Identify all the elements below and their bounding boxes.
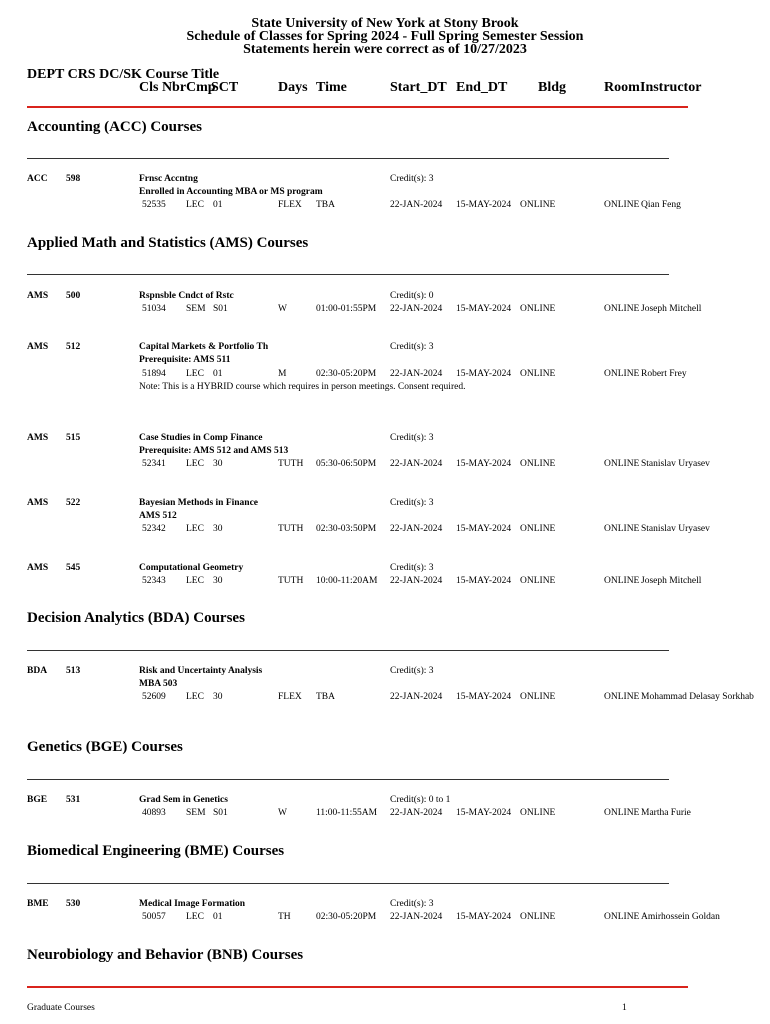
report-title-statement-date: Statements herein were correct as of 10/27/2023 bbox=[243, 42, 527, 57]
class-end-date: 15-MAY-2024 bbox=[456, 459, 512, 469]
class-room: ONLINE bbox=[604, 576, 640, 586]
class-end-date: 15-MAY-2024 bbox=[456, 369, 512, 379]
course-title: Rspnsble Cndct of Rstc bbox=[139, 291, 234, 301]
class-building: ONLINE bbox=[520, 369, 556, 379]
course-title: Case Studies in Comp Finance bbox=[139, 433, 263, 443]
class-days: TUTH bbox=[278, 576, 304, 586]
class-building: ONLINE bbox=[520, 459, 556, 469]
course-prerequisite: Enrolled in Accounting MBA or MS program bbox=[139, 187, 323, 197]
class-days: FLEX bbox=[278, 200, 302, 210]
class-end-date: 15-MAY-2024 bbox=[456, 524, 512, 534]
column-header-dept-crs-title: DEPT CRS DC/SK Course Title bbox=[27, 67, 220, 82]
course-number: 530 bbox=[66, 899, 81, 909]
course-number: 598 bbox=[66, 174, 81, 184]
class-start-date: 22-JAN-2024 bbox=[390, 304, 443, 314]
course-dept: AMS bbox=[27, 563, 49, 573]
class-end-date: 15-MAY-2024 bbox=[456, 808, 512, 818]
class-component: LEC bbox=[186, 912, 204, 922]
column-header-cls-nbr: Cls Nbr bbox=[139, 80, 187, 95]
report-title-university: State University of New York at Stony Brook bbox=[251, 16, 519, 31]
course-number: 512 bbox=[66, 342, 81, 352]
class-room: ONLINE bbox=[604, 524, 640, 534]
class-instructor: Robert Frey bbox=[641, 369, 687, 379]
class-time: 11:00-11:55AM bbox=[316, 808, 378, 818]
course-prerequisite: Prerequisite: AMS 511 bbox=[139, 355, 231, 365]
class-days: FLEX bbox=[278, 692, 302, 702]
class-building: ONLINE bbox=[520, 912, 556, 922]
class-instructor: Mohammad Delasay Sorkhab bbox=[641, 692, 754, 702]
section-divider-acc bbox=[27, 158, 669, 159]
class-component: LEC bbox=[186, 369, 204, 379]
class-section: 30 bbox=[213, 692, 223, 702]
column-header-cmp: Cmp bbox=[186, 80, 216, 95]
class-days: TUTH bbox=[278, 524, 304, 534]
class-section: 01 bbox=[213, 200, 223, 210]
course-dept: BGE bbox=[27, 795, 48, 805]
section-divider-bda bbox=[27, 650, 669, 651]
course-row-acc-598 bbox=[0, 174, 770, 210]
class-building: ONLINE bbox=[520, 200, 556, 210]
course-row-bda-513 bbox=[0, 666, 770, 702]
column-header-sct: SCT bbox=[211, 80, 239, 95]
class-start-date: 22-JAN-2024 bbox=[390, 808, 443, 818]
course-dept: BDA bbox=[27, 666, 48, 676]
course-number: 515 bbox=[66, 433, 81, 443]
course-title: Risk and Uncertainty Analysis bbox=[139, 666, 263, 676]
class-time: 01:00-01:55PM bbox=[316, 304, 377, 314]
column-header-time: Time bbox=[316, 80, 347, 95]
class-section: 30 bbox=[213, 459, 223, 469]
class-days: W bbox=[278, 808, 287, 818]
column-header-instructor: Instructor bbox=[640, 80, 702, 95]
course-number: 500 bbox=[66, 291, 81, 301]
section-title-bnb: Neurobiology and Behavior (BNB) Courses bbox=[27, 947, 304, 963]
course-credits: Credit(s): 3 bbox=[390, 174, 434, 184]
course-title: Frnsc Accntng bbox=[139, 174, 198, 184]
class-end-date: 15-MAY-2024 bbox=[456, 200, 512, 210]
section-title-bme: Biomedical Engineering (BME) Courses bbox=[27, 843, 285, 859]
class-number: 40893 bbox=[142, 808, 166, 818]
class-room: ONLINE bbox=[604, 459, 640, 469]
course-title: Bayesian Methods in Finance bbox=[139, 498, 259, 508]
course-row-ams-522 bbox=[0, 498, 770, 534]
class-section: 30 bbox=[213, 524, 223, 534]
course-dept: AMS bbox=[27, 342, 49, 352]
class-instructor: Joseph Mitchell bbox=[641, 304, 702, 314]
course-title: Medical Image Formation bbox=[139, 899, 246, 909]
course-row-bme-530 bbox=[0, 899, 770, 922]
class-start-date: 22-JAN-2024 bbox=[390, 912, 443, 922]
section-divider-bge bbox=[27, 779, 669, 780]
class-section: S01 bbox=[213, 304, 228, 314]
course-credits: Credit(s): 3 bbox=[390, 899, 434, 909]
course-prerequisite: AMS 512 bbox=[139, 511, 177, 521]
class-instructor: Amirhossein Goldan bbox=[641, 912, 720, 922]
class-component: LEC bbox=[186, 524, 204, 534]
section-divider-ams bbox=[27, 274, 669, 275]
course-row-ams-500 bbox=[0, 291, 770, 314]
course-number: 545 bbox=[66, 563, 81, 573]
class-days: M bbox=[278, 369, 287, 379]
course-title: Grad Sem in Genetics bbox=[139, 795, 228, 805]
class-days: TUTH bbox=[278, 459, 304, 469]
class-room: ONLINE bbox=[604, 912, 640, 922]
class-time: TBA bbox=[316, 692, 335, 702]
course-row-bge-531 bbox=[0, 795, 770, 818]
class-section: 01 bbox=[213, 912, 223, 922]
course-dept: AMS bbox=[27, 291, 49, 301]
class-days: TH bbox=[278, 912, 291, 922]
class-instructor: Qian Feng bbox=[641, 200, 681, 210]
page-number: 1 bbox=[622, 1003, 627, 1013]
course-row-ams-512 bbox=[0, 342, 770, 392]
class-number: 52535 bbox=[142, 200, 166, 210]
column-header-bldg: Bldg bbox=[538, 80, 567, 95]
class-component: SEM bbox=[186, 808, 206, 818]
class-start-date: 22-JAN-2024 bbox=[390, 369, 443, 379]
class-section: S01 bbox=[213, 808, 228, 818]
course-prerequisite: Prerequisite: AMS 512 and AMS 513 bbox=[139, 446, 289, 456]
course-credits: Credit(s): 3 bbox=[390, 563, 434, 573]
class-number: 52342 bbox=[142, 524, 166, 534]
course-credits: Credit(s): 0 bbox=[390, 291, 434, 301]
footer-divider-red bbox=[27, 986, 688, 988]
class-building: ONLINE bbox=[520, 524, 556, 534]
course-dept: ACC bbox=[27, 174, 48, 184]
class-section: 01 bbox=[213, 369, 223, 379]
report-title-schedule: Schedule of Classes for Spring 2024 - Full Spring Semester Session bbox=[186, 29, 584, 44]
course-row-ams-515 bbox=[0, 433, 770, 469]
class-number: 51034 bbox=[142, 304, 166, 314]
column-header-days: Days bbox=[278, 80, 308, 95]
class-number: 52341 bbox=[142, 459, 166, 469]
course-number: 522 bbox=[66, 498, 81, 508]
class-section: 30 bbox=[213, 576, 223, 586]
class-number: 51894 bbox=[142, 369, 166, 379]
course-dept: BME bbox=[27, 899, 49, 909]
class-instructor: Stanislav Uryasev bbox=[641, 524, 710, 534]
section-title-bda: Decision Analytics (BDA) Courses bbox=[27, 610, 245, 626]
class-time: 02:30-05:20PM bbox=[316, 369, 377, 379]
class-end-date: 15-MAY-2024 bbox=[456, 576, 512, 586]
course-credits: Credit(s): 3 bbox=[390, 498, 434, 508]
section-title-ams: Applied Math and Statistics (AMS) Courses bbox=[27, 235, 309, 251]
course-number: 513 bbox=[66, 666, 81, 676]
course-note: Note: This is a HYBRID course which requires in person meetings. Consent required. bbox=[139, 382, 466, 392]
class-room: ONLINE bbox=[604, 200, 640, 210]
class-number: 52343 bbox=[142, 576, 166, 586]
class-component: LEC bbox=[186, 692, 204, 702]
course-credits: Credit(s): 3 bbox=[390, 342, 434, 352]
class-start-date: 22-JAN-2024 bbox=[390, 459, 443, 469]
course-dept: AMS bbox=[27, 433, 49, 443]
class-component: LEC bbox=[186, 200, 204, 210]
class-time: 05:30-06:50PM bbox=[316, 459, 377, 469]
class-component: LEC bbox=[186, 459, 204, 469]
class-building: ONLINE bbox=[520, 576, 556, 586]
header-divider-red bbox=[27, 106, 688, 108]
course-credits: Credit(s): 0 to 1 bbox=[390, 795, 451, 805]
section-title-bge: Genetics (BGE) Courses bbox=[27, 739, 183, 755]
section-divider-bme bbox=[27, 883, 669, 884]
class-time: TBA bbox=[316, 200, 335, 210]
section-title-acc: Accounting (ACC) Courses bbox=[27, 119, 202, 135]
footer-label: Graduate Courses bbox=[27, 1003, 95, 1013]
class-instructor: Stanislav Uryasev bbox=[641, 459, 710, 469]
class-start-date: 22-JAN-2024 bbox=[390, 692, 443, 702]
course-dept: AMS bbox=[27, 498, 49, 508]
class-component: SEM bbox=[186, 304, 206, 314]
class-end-date: 15-MAY-2024 bbox=[456, 912, 512, 922]
class-days: W bbox=[278, 304, 287, 314]
course-title: Capital Markets & Portfolio Th bbox=[139, 342, 269, 352]
course-row-ams-545 bbox=[0, 563, 770, 586]
course-title: Computational Geometry bbox=[139, 563, 244, 573]
column-header-start-date: Start_DT bbox=[390, 80, 447, 95]
class-instructor: Joseph Mitchell bbox=[641, 576, 702, 586]
class-room: ONLINE bbox=[604, 692, 640, 702]
class-room: ONLINE bbox=[604, 808, 640, 818]
class-time: 02:30-03:50PM bbox=[316, 524, 377, 534]
class-instructor: Martha Furie bbox=[641, 808, 691, 818]
course-prerequisite: MBA 503 bbox=[139, 679, 178, 689]
course-number: 531 bbox=[66, 795, 81, 805]
course-credits: Credit(s): 3 bbox=[390, 666, 434, 676]
column-header-end-date: End_DT bbox=[456, 80, 508, 95]
course-credits: Credit(s): 3 bbox=[390, 433, 434, 443]
class-time: 10:00-11:20AM bbox=[316, 576, 378, 586]
class-start-date: 22-JAN-2024 bbox=[390, 576, 443, 586]
class-start-date: 22-JAN-2024 bbox=[390, 200, 443, 210]
class-end-date: 15-MAY-2024 bbox=[456, 304, 512, 314]
class-building: ONLINE bbox=[520, 692, 556, 702]
column-header-room: Room bbox=[604, 80, 640, 95]
class-room: ONLINE bbox=[604, 369, 640, 379]
class-end-date: 15-MAY-2024 bbox=[456, 692, 512, 702]
class-number: 50057 bbox=[142, 912, 166, 922]
class-number: 52609 bbox=[142, 692, 166, 702]
class-time: 02:30-05:20PM bbox=[316, 912, 377, 922]
class-building: ONLINE bbox=[520, 808, 556, 818]
class-room: ONLINE bbox=[604, 304, 640, 314]
class-start-date: 22-JAN-2024 bbox=[390, 524, 443, 534]
class-component: LEC bbox=[186, 576, 204, 586]
class-building: ONLINE bbox=[520, 304, 556, 314]
